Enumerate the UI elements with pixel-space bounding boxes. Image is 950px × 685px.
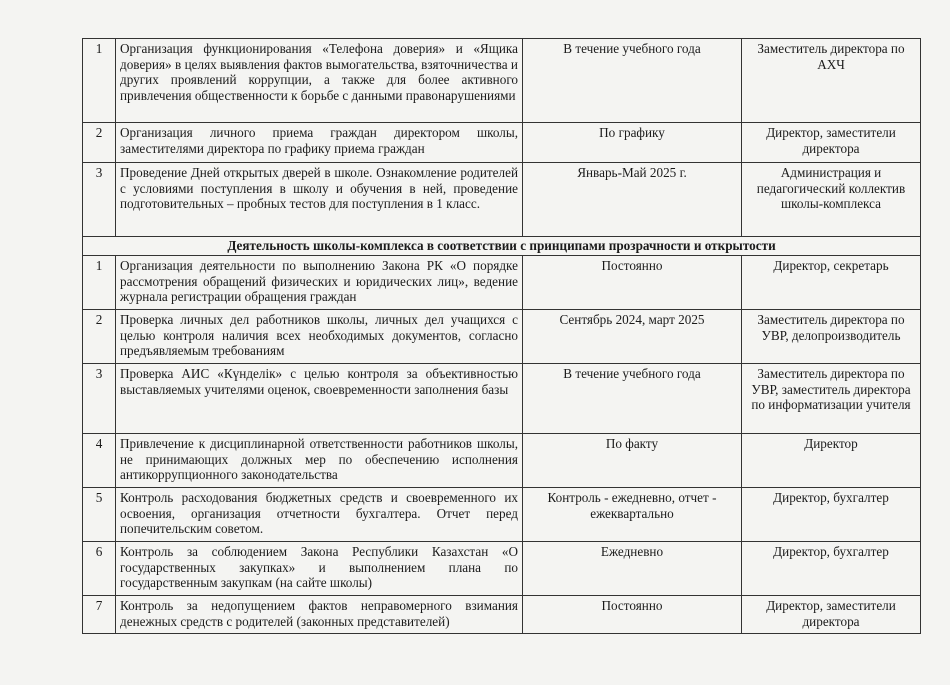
row-number: 1 xyxy=(83,256,116,310)
table-row xyxy=(83,39,921,123)
row-term: Январь-Май 2025 г. xyxy=(523,163,742,237)
row-number: 6 xyxy=(83,542,116,596)
row-responsible: Директор, секретарь xyxy=(742,256,921,310)
row-term: Постоянно xyxy=(523,256,742,310)
row-term: Контроль - ежедневно, отчет - ежеквартально xyxy=(523,488,742,542)
table-row xyxy=(83,163,921,237)
row-activity: Контроль за соблюдением Закона Республики Казахстан «О государственных закупках» и выполнением плана по государственным закупкам (на сайте школы) xyxy=(116,542,523,596)
row-responsible: Директор, заместители директора xyxy=(742,596,921,634)
row-number: 3 xyxy=(83,163,116,237)
row-activity: Контроль за недопущением фактов неправомерного взимания денежных средств с родителей (законных представителей) xyxy=(116,596,523,634)
row-term: В течение учебного года xyxy=(523,39,742,123)
row-term: Постоянно xyxy=(523,596,742,634)
plan-table xyxy=(82,38,921,634)
row-responsible: Администрация и педагогический коллектив школы-комплекса xyxy=(742,163,921,237)
row-term: В течение учебного года xyxy=(523,364,742,434)
row-term: Сентябрь 2024, март 2025 xyxy=(523,310,742,364)
row-responsible: Заместитель директора по УВР, делопроизводитель xyxy=(742,310,921,364)
row-activity: Организация деятельности по выполнению Закона РК «О порядке рассмотрения обращений физических и юридических лиц», ведение журнала регистрации обращения граждан xyxy=(116,256,523,310)
row-responsible: Заместитель директора по УВР, заместитель директора по информатизации учителя xyxy=(742,364,921,434)
table-row xyxy=(83,256,921,310)
row-number: 5 xyxy=(83,488,116,542)
row-number: 3 xyxy=(83,364,116,434)
row-number: 2 xyxy=(83,310,116,364)
row-number: 1 xyxy=(83,39,116,123)
row-responsible: Директор, заместители директора xyxy=(742,123,921,163)
section-row xyxy=(83,237,921,256)
row-term: Ежедневно xyxy=(523,542,742,596)
row-activity: Проверка АИС «Күнделік» с целью контроля за объективностью выставляемых учителями оценок, своевременности заполнения базы xyxy=(116,364,523,434)
table-row xyxy=(83,123,921,163)
table-row xyxy=(83,488,921,542)
row-responsible: Директор xyxy=(742,434,921,488)
row-number: 2 xyxy=(83,123,116,163)
table-row xyxy=(83,364,921,434)
row-term: По факту xyxy=(523,434,742,488)
row-responsible: Директор, бухгалтер xyxy=(742,488,921,542)
row-responsible: Заместитель директора по АХЧ xyxy=(742,39,921,123)
row-activity: Привлечение к дисциплинарной ответственности работников школы, не принимающих должных мер по обеспечению исполнения антикоррупционного законодательства xyxy=(116,434,523,488)
row-term: По графику xyxy=(523,123,742,163)
table-row xyxy=(83,542,921,596)
table-row xyxy=(83,596,921,634)
row-number: 4 xyxy=(83,434,116,488)
row-responsible: Директор, бухгалтер xyxy=(742,542,921,596)
section-title: Деятельность школы-комплекса в соответствии с принципами прозрачности и открытости xyxy=(83,237,921,256)
row-activity: Организация функционирования «Телефона доверия» и «Ящика доверия» в целях выявления фактов вымогательства, взяточничества и других проявлений коррупции, а также для более активного привлечения общественности к борьбе с данными правонарушениями xyxy=(116,39,523,123)
table-row xyxy=(83,310,921,364)
row-activity: Организация личного приема граждан директором школы, заместителями директора по графику приема граждан xyxy=(116,123,523,163)
row-activity: Проверка личных дел работников школы, личных дел учащихся с целью контроля наличия всех необходимых документов, согласно предъявляемым требованиям xyxy=(116,310,523,364)
row-activity: Контроль расходования бюджетных средств и своевременного их освоения, организация отчетности бухгалтера. Отчет перед попечительским советом. xyxy=(116,488,523,542)
row-activity: Проведение Дней открытых дверей в школе. Ознакомление родителей с условиями поступления в школу и обучения в ней, проведение подготовительных – пробных тестов для поступления в 1 класс. xyxy=(116,163,523,237)
table-row xyxy=(83,434,921,488)
row-number: 7 xyxy=(83,596,116,634)
